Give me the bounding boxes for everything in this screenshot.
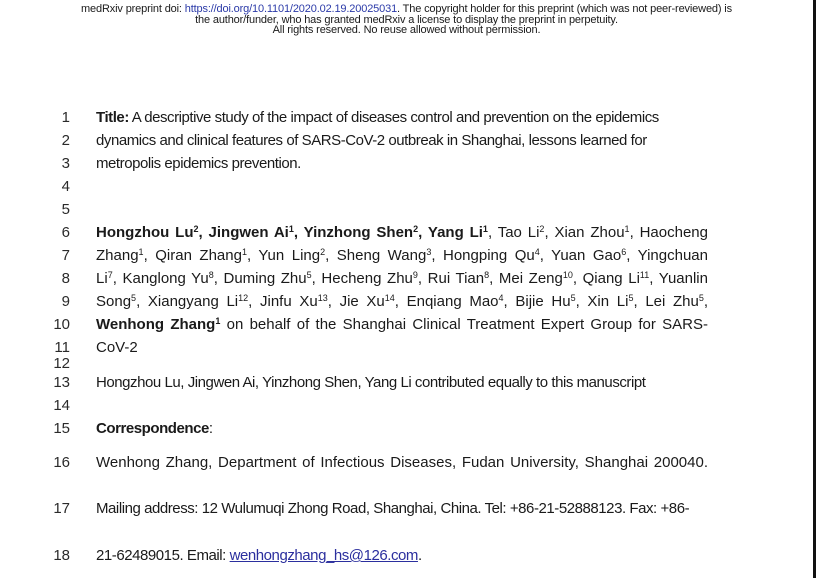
line-number: 14 xyxy=(53,397,70,414)
copyright-text: . The copyright holder for this preprint (which was not peer-reviewed) is xyxy=(397,3,732,15)
author-name: Qiang Li$^{11}$, xyxy=(582,270,659,287)
author-name: Xin Li$^5$, xyxy=(587,293,646,310)
line-number: 16 xyxy=(53,454,70,471)
authors-line-9 xyxy=(96,294,708,310)
line-number: 5 xyxy=(61,201,70,218)
correspondence-heading: Correspondence: xyxy=(96,420,213,437)
author-name: Jie Xu$^{14}$, xyxy=(339,293,407,310)
title-text: A descriptive study of the impact of diseases control and prevention on the epidemics xyxy=(128,109,659,126)
author-name: Sheng Wang$^3$, xyxy=(336,247,443,264)
author-name: Song$^5$, xyxy=(96,293,148,310)
author-name: Yuan Gao$^6$, xyxy=(551,247,638,264)
preprint-doi-label: medRxiv preprint doi: xyxy=(81,3,185,15)
line-number: 17 xyxy=(53,500,70,517)
authors-line-7 xyxy=(96,248,708,264)
author-name: Zhang$^1$, xyxy=(96,247,156,264)
preprint-notice-line-2: the author/funder, who has granted medRxiv a license to display the preprint in perpetuity. xyxy=(195,13,618,26)
preprint-notice-line-1 xyxy=(0,4,813,15)
author-name: Mei Zeng$^{10}$, xyxy=(498,270,583,287)
expert-group-text: on behalf of the Shanghai Clinical Treatment Expert Group for SARS- xyxy=(220,316,709,333)
fax-email-prefix: 21-62489015. Email: xyxy=(96,547,230,564)
authors-line-6: Hongzhou Lu$^2$, Jingwen Ai$^1$, Yinzhong Shen$^2$, Yang Li$^1$, Tao Li$^2$, Xian Zhou$^1$, Haocheng xyxy=(96,224,708,241)
author-name: Rui Tian$^8$, xyxy=(427,270,499,287)
preprint-notice-header xyxy=(0,4,813,36)
author-name: Bijie Hu$^5$, xyxy=(515,293,588,310)
authors-line-11: CoV-2 xyxy=(96,339,138,356)
line-number: 3 xyxy=(61,155,70,172)
line-number: 15 xyxy=(53,420,70,437)
line-number: 1 xyxy=(61,109,70,126)
title-line-2: dynamics and clinical features of SARS-CoV-2 outbreak in Shanghai, lessons learned for xyxy=(96,132,647,149)
title-label: Title: xyxy=(96,109,129,126)
line-number: 9 xyxy=(61,293,70,310)
author-name: Hongzhou Lu$^2$, Jingwen Ai$^1$, Yinzhong Shen$^2$, Yang Li$^1$ xyxy=(96,224,488,241)
line-number: 10 xyxy=(53,316,70,333)
author-name: Yun Ling$^2$, xyxy=(258,247,337,264)
line-number: 8 xyxy=(61,270,70,287)
author-name: Xiangyang Li$^{12}$, xyxy=(147,293,260,310)
author-name: Tao Li$^2$, xyxy=(497,224,555,241)
line-number: 13 xyxy=(53,374,70,391)
author-name: Duming Zhu$^5$, xyxy=(223,270,322,287)
author-name: Enqiang Mao$^4$, xyxy=(406,293,516,310)
line-number: 4 xyxy=(61,178,70,195)
line-number: 6 xyxy=(61,224,70,241)
line-number: 12 xyxy=(53,355,70,372)
authors-line-10 xyxy=(96,317,708,333)
author-name: Kanglong Yu$^8$, xyxy=(122,270,224,287)
correspondence-affiliation: Wenhong Zhang, Department of Infectious Diseases, Fudan University, Shanghai 200040. xyxy=(96,454,708,471)
author-name: Haocheng xyxy=(639,224,708,241)
equal-contribution-note: Hongzhou Lu, Jingwen Ai, Yinzhong Shen, Yang Li contributed equally to this manuscript xyxy=(96,374,646,391)
author-name: Yingchuan xyxy=(637,247,708,264)
author-name: Lei Zhu$^5$, xyxy=(645,293,709,310)
line-number: 7 xyxy=(61,247,70,264)
doi-link[interactable]: https://doi.org/10.1101/2020.02.19.20025031 xyxy=(184,3,398,15)
author-name: Jinfu Xu$^{13}$, xyxy=(260,293,340,310)
preprint-notice-line-3: All rights reserved. No reuse allowed without permission. xyxy=(272,24,541,36)
line-number: 18 xyxy=(53,547,70,564)
author-name: Qiran Zhang$^1$, xyxy=(155,247,259,264)
title-line-1 xyxy=(96,110,659,126)
author-name: Li$^7$, xyxy=(96,270,123,287)
mailing-address: Mailing address: 12 Wulumuqi Zhong Road, Shanghai, China. Tel: +86-21-52888123. Fax: +86- xyxy=(96,500,690,517)
correspondence-label: Correspondence xyxy=(96,420,209,437)
author-name: Xian Zhou$^1$, xyxy=(554,224,640,241)
line-number: 11 xyxy=(54,339,70,356)
title-line-3: metropolis epidemics prevention. xyxy=(96,155,301,172)
author-name: Hecheng Zhu$^9$, xyxy=(321,270,428,287)
fax-email-line: 21-62489015. Email: wenhongzhang_hs@126.com. xyxy=(96,547,422,564)
author-name: Hongping Qu$^4$, xyxy=(443,247,552,264)
line-number: 2 xyxy=(61,132,70,149)
email-link[interactable]: wenhongzhang_hs@126.com xyxy=(229,547,418,564)
corresponding-author-name: Wenhong Zhang$^1$ xyxy=(96,316,221,333)
authors-line-8 xyxy=(96,271,708,287)
author-name: Yuanlin xyxy=(658,270,708,287)
